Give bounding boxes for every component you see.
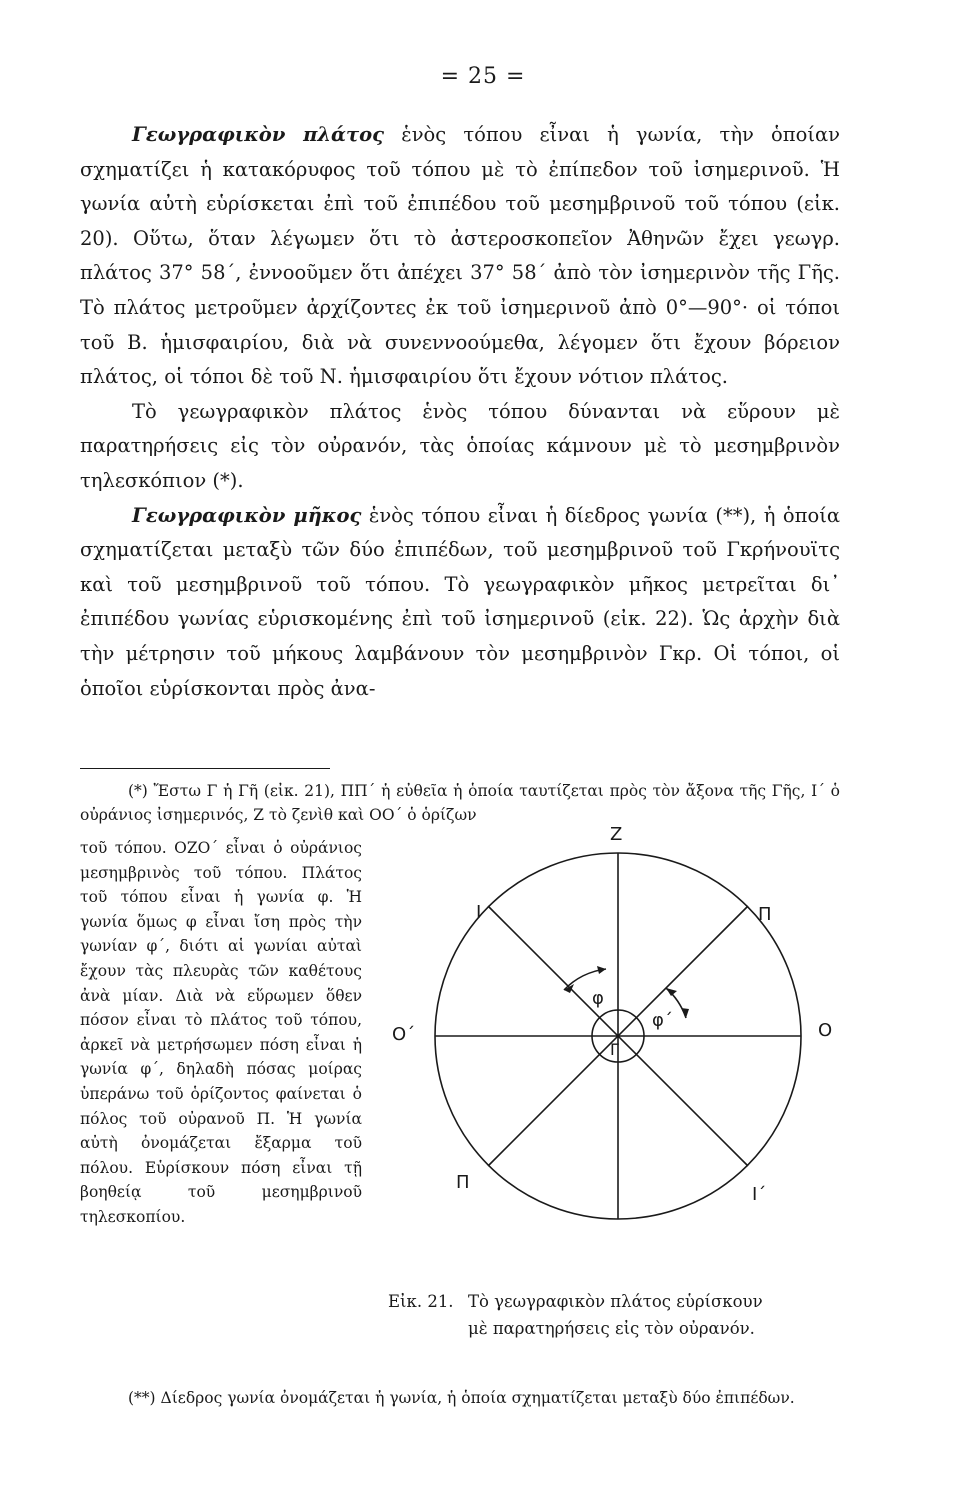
page-number: = 25 = (440, 64, 526, 89)
longitude-definition: ἑνὸς τόπου εἶναι ἡ δίεδρος γωνία (**), ἡ ὁποία σχηματίζεται μεταξὺ τῶν δύο ἐπιπέδων, τοῦ μεσημβρινοῦ τοῦ Γκρήνουϊτς καὶ τοῦ μεσημβρινοῦ τοῦ τόπου. Τὸ γεωγραφικὸν μῆκος μετρεῖται δι᾽ ἐπιπέδου γωνίας εὑρισκομένης ἐπὶ τοῦ ἰσημερινοῦ (εἰκ. 22). Ὡς ἀρχὴν διὰ τὴν μέτρησιν τοῦ μήκους λαμβάνουν τὸν μεσημβρινὸν Γκρ. Οἱ τόποι, οἱ ὁποῖοι εὑρίσκονται πρὸς ἀνα- (80, 503, 841, 700)
footnote-1-intro-text: (*) Ἔστω Γ ἡ Γῆ (εἰκ. 21), ΠΠ΄ ἡ εὐθεῖα ἡ ὁποία ταυτίζεται πρὸς τὸν ἄξονα τῆς Γῆς, Ι΄ ὁ οὐράνιος ἰσημερινός, Ζ τὸ ζενὶθ καὶ ΟΟ΄ ὁ ὁρίζων (80, 782, 840, 824)
label-equator-right: I΄ (752, 1184, 767, 1205)
figure-21 (388, 824, 848, 1238)
label-phi: φ (592, 988, 604, 1009)
longitude-paragraph (80, 499, 840, 707)
label-horizon-right: O (818, 1020, 833, 1041)
label-earth: Γ (610, 1040, 619, 1059)
label-horizon-left: O΄ (392, 1024, 416, 1045)
latitude-definition: ἑνὸς τόπου εἶναι ἡ γωνία, τὴν ὁποίαν σχηματίζει ἡ κατακόρυφος τοῦ τόπου μὲ τὸ ἐπίπεδον τοῦ ἰσημερινοῦ. Ἡ γωνία αὐτὴ εὑρίσκεται ἐπὶ τοῦ ἐπιπέδου τοῦ μεσημβρινοῦ τοῦ τόπου (εἰκ. 20). Οὕτω, ὅταν λέγωμεν ὅτι τὸ ἀστεροσκοπεῖον Ἀθηνῶν ἔχει γεωγρ. πλάτος 37° 58΄, ἐννοοῦμεν ὅτι ἀπέχει 37° 58΄ ἀπὸ τὸν ἰσημερινὸν τῆς Γῆς. Τὸ πλάτος μετροῦμεν ἀρχίζοντες ἐκ τοῦ ἰσημερινοῦ ἀπὸ 0°—90°· οἱ τόποι τοῦ Β. ἡμισφαιρίου, διὰ νὰ συνεννοούμεθα, λέγομεν ὅτι ἔχουν βόρειον πλάτος, οἱ τόποι δὲ τοῦ Ν. ἡμισφαιρίου ὅτι ἔχουν νότιον πλάτος. (80, 123, 840, 389)
latitude-paragraph (80, 118, 840, 395)
footnote-2-text: (**) Δίεδρος γωνία ὀνομάζεται ἡ γωνία, ἡ ὁποία σχηματίζεται μεταξὺ δύο ἐπιπέδων. (128, 1389, 795, 1407)
footnote-2 (80, 1386, 840, 1410)
footnote-1-column-text: τοῦ τόπου. ΟΖΟ΄ εἶναι ὁ οὐράνιος μεσημβρινὸς τοῦ τόπου. Πλάτος τοῦ τόπου εἶναι ἡ γωνία φ. Ἡ γωνία ὅμως φ εἶναι ἴση πρὸς τὴν γωνίαν φ΄, διότι αἱ γωνίαι αὐταὶ ἔχουν τὰς πλευρὰς τῶν καθέτους ἀνὰ μίαν. Διὰ νὰ εὕρωμεν ὅθεν πόσον εἶναι τὸ πλάτος τοῦ τόπου, ἀρκεῖ νὰ μετρήσωμεν πόση εἶναι ἡ γωνία φ΄, δηλαδὴ πόσας μοίρας ὑπεράνω τοῦ ὁρίζοντος φαίνεται ὁ πόλος τοῦ οὐρανοῦ Π. Ἡ γωνία αὐτὴ ὀνομάζεται ἔξαρμα τοῦ πόλου. Εὑρίσκουν πόση εἶναι τῇ βοηθείᾳ τοῦ μεσημβρινοῦ τηλεσκοπίου. (80, 839, 362, 1226)
label-pole-bottom: Π (456, 1172, 470, 1193)
footnote-1-intro (80, 780, 840, 827)
footnote-1-column (80, 836, 362, 1230)
footnote-divider (80, 768, 330, 769)
label-phi-prime: φ΄ (652, 1010, 673, 1031)
observation-paragraph: Τὸ γεωγραφικὸν πλάτος ἑνὸς τόπου δύνανται νὰ εὕρουν μὲ παρατηρήσεις εἰς τὸν οὐρανόν, τὰς ὁποίας κάμνουν μὲ τὸ μεσημβρινὸν τηλεσκόπιον (*). (80, 399, 840, 492)
label-equator-left: I (476, 902, 482, 923)
caption-line-1 (388, 1288, 848, 1315)
phi-arrowhead-2 (597, 966, 606, 974)
caption-text-2: μὲ παρατηρήσεις εἰς τὸν οὐρανόν. (468, 1319, 755, 1338)
figure-caption (388, 1288, 848, 1342)
label-zenith: Z (610, 824, 623, 845)
latitude-term: Γεωγραφικὸν πλάτος (132, 123, 385, 146)
longitude-term: Γεωγραφικὸν μῆκος (132, 503, 362, 527)
caption-text-1: Τὸ γεωγραφικὸν πλάτος εὑρίσκουν (468, 1292, 763, 1311)
caption-number: Εἰκ. 21. (388, 1292, 454, 1311)
main-text (80, 118, 840, 706)
label-pole-top: Π (758, 904, 772, 925)
phi-prime-arrowhead-1 (666, 988, 677, 996)
